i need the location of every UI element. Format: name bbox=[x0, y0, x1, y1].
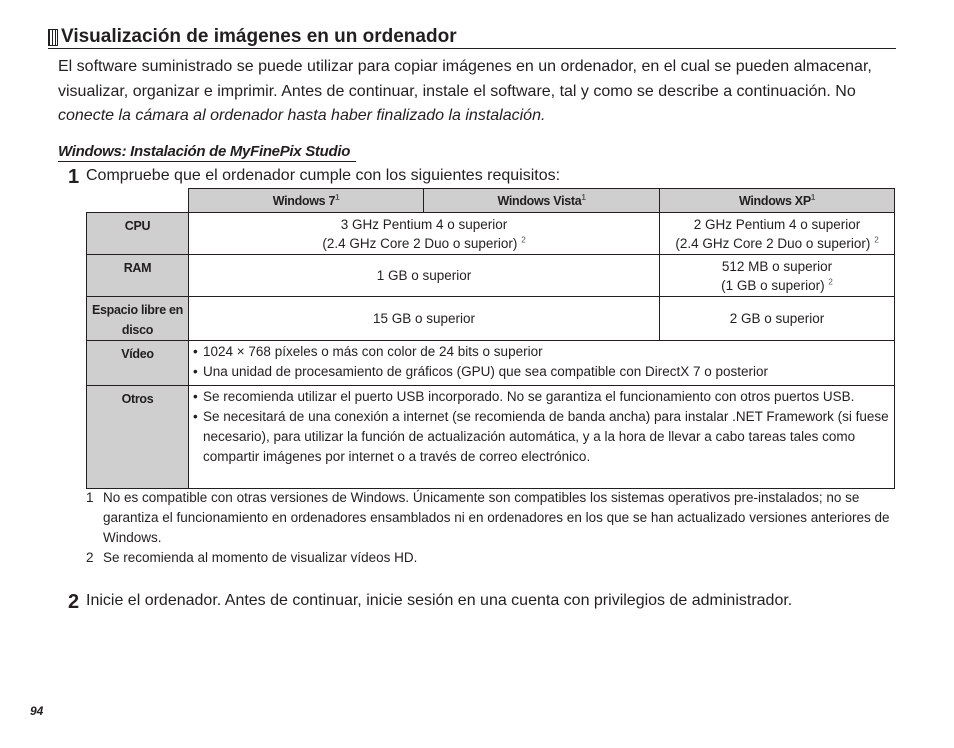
ram-xp-cell: 512 MB o superior (1 GB o superior) $^2$ bbox=[660, 255, 895, 297]
table-row bbox=[87, 386, 895, 489]
row-header-video: Vídeo bbox=[87, 341, 189, 386]
step-2-text: Inicie el ordenador. Antes de continuar, inicie sesión en una cuenta con privilegios de administrador. bbox=[86, 592, 793, 609]
list-item: • Una unidad de procesamiento de gráficos (GPU) que sea compatible con DirectX 7 o posterior bbox=[191, 362, 892, 382]
row-header-ram: RAM bbox=[87, 255, 189, 297]
footnote: 1 No es compatible con otras versiones de Windows. Únicamente son compatibles los sistemas operativos pre-instalados; no se garantiza el funcionamiento en ordenadores ensamblados ni en ordenadores en los que se han actualizado versiones anteriores de Windows. bbox=[86, 490, 890, 545]
col-header-windows-vista: Windows Vista$^1$ bbox=[424, 189, 660, 213]
cpu-win7-vista-cell: 3 GHz Pentium 4 o superior (2.4 GHz Core 2 Duo o superior) $^2$ bbox=[189, 213, 660, 255]
other-requirements-cell bbox=[189, 386, 895, 489]
row-header-disk: Espacio libre en disco bbox=[87, 297, 189, 341]
requirements-table bbox=[86, 188, 895, 489]
list-item: • Se necesitará de una conexión a internet (se recomienda de banda ancha) para instalar .NET Framework (si fuese necesario), para utilizar la función de actualización automática, y a la hora de llevar a cabo tareas tales como compartir imágenes por internet o a través de correo electrónico. bbox=[191, 407, 892, 467]
footnotes bbox=[86, 488, 896, 568]
table-row bbox=[87, 297, 895, 341]
row-header-cpu: CPU bbox=[87, 213, 189, 255]
step-1-text: Compruebe que el ordenador cumple con los siguientes requisitos: bbox=[86, 167, 561, 184]
footnote: 2 Se recomienda al momento de visualizar vídeos HD. bbox=[86, 550, 418, 565]
heading-marker-icon bbox=[48, 29, 58, 46]
ram-win7-vista-cell: 1 GB o superior bbox=[189, 255, 660, 297]
col-header-windows7: Windows $7^1$ bbox=[189, 189, 424, 213]
table-row bbox=[87, 255, 895, 297]
table-corner bbox=[87, 189, 189, 213]
row-header-other: Otros bbox=[87, 386, 189, 489]
page-number: 94 bbox=[30, 704, 44, 718]
table-row bbox=[87, 341, 895, 386]
list-item: • Se recomienda utilizar el puerto USB incorporado. No se garantiza el funcionamiento con otros puertos USB. bbox=[191, 387, 892, 407]
intro-paragraph bbox=[58, 55, 898, 129]
col-header-windows-xp: Windows $XP^1$ bbox=[660, 189, 895, 213]
list-item: • 1024 × 768 píxeles o más con color de 24 bits o superior bbox=[191, 342, 892, 362]
page-title: Visualización de imágenes en un ordenador bbox=[61, 26, 457, 47]
disk-win7-vista-cell: 15 GB o superior bbox=[189, 297, 660, 341]
cpu-xp-cell: 2 GHz Pentium 4 o superior (2.4 GHz Core 2 Duo o superior) $^2$ bbox=[660, 213, 895, 255]
table-row bbox=[87, 213, 895, 255]
intro-emphasis: conecte la cámara al ordenador hasta haber finalizado la instalación. bbox=[58, 107, 546, 124]
section-title: Windows: Instalación de MyFinePix Studio bbox=[58, 142, 356, 162]
disk-xp-cell: 2 GB o superior bbox=[660, 297, 895, 341]
step-2-number: 2 bbox=[68, 591, 80, 613]
intro-text: El software suministrado se puede utilizar para copiar imágenes en un ordenador, en el cual se pueden almacenar, visualizar, organizar e imprimir. Antes de continuar, instale el software, tal y como se describe a continuación. No bbox=[58, 58, 872, 100]
step-1-number: 1 bbox=[68, 166, 80, 188]
table-header-row bbox=[87, 189, 895, 213]
page-heading bbox=[48, 26, 896, 49]
video-requirements-cell bbox=[189, 341, 895, 386]
